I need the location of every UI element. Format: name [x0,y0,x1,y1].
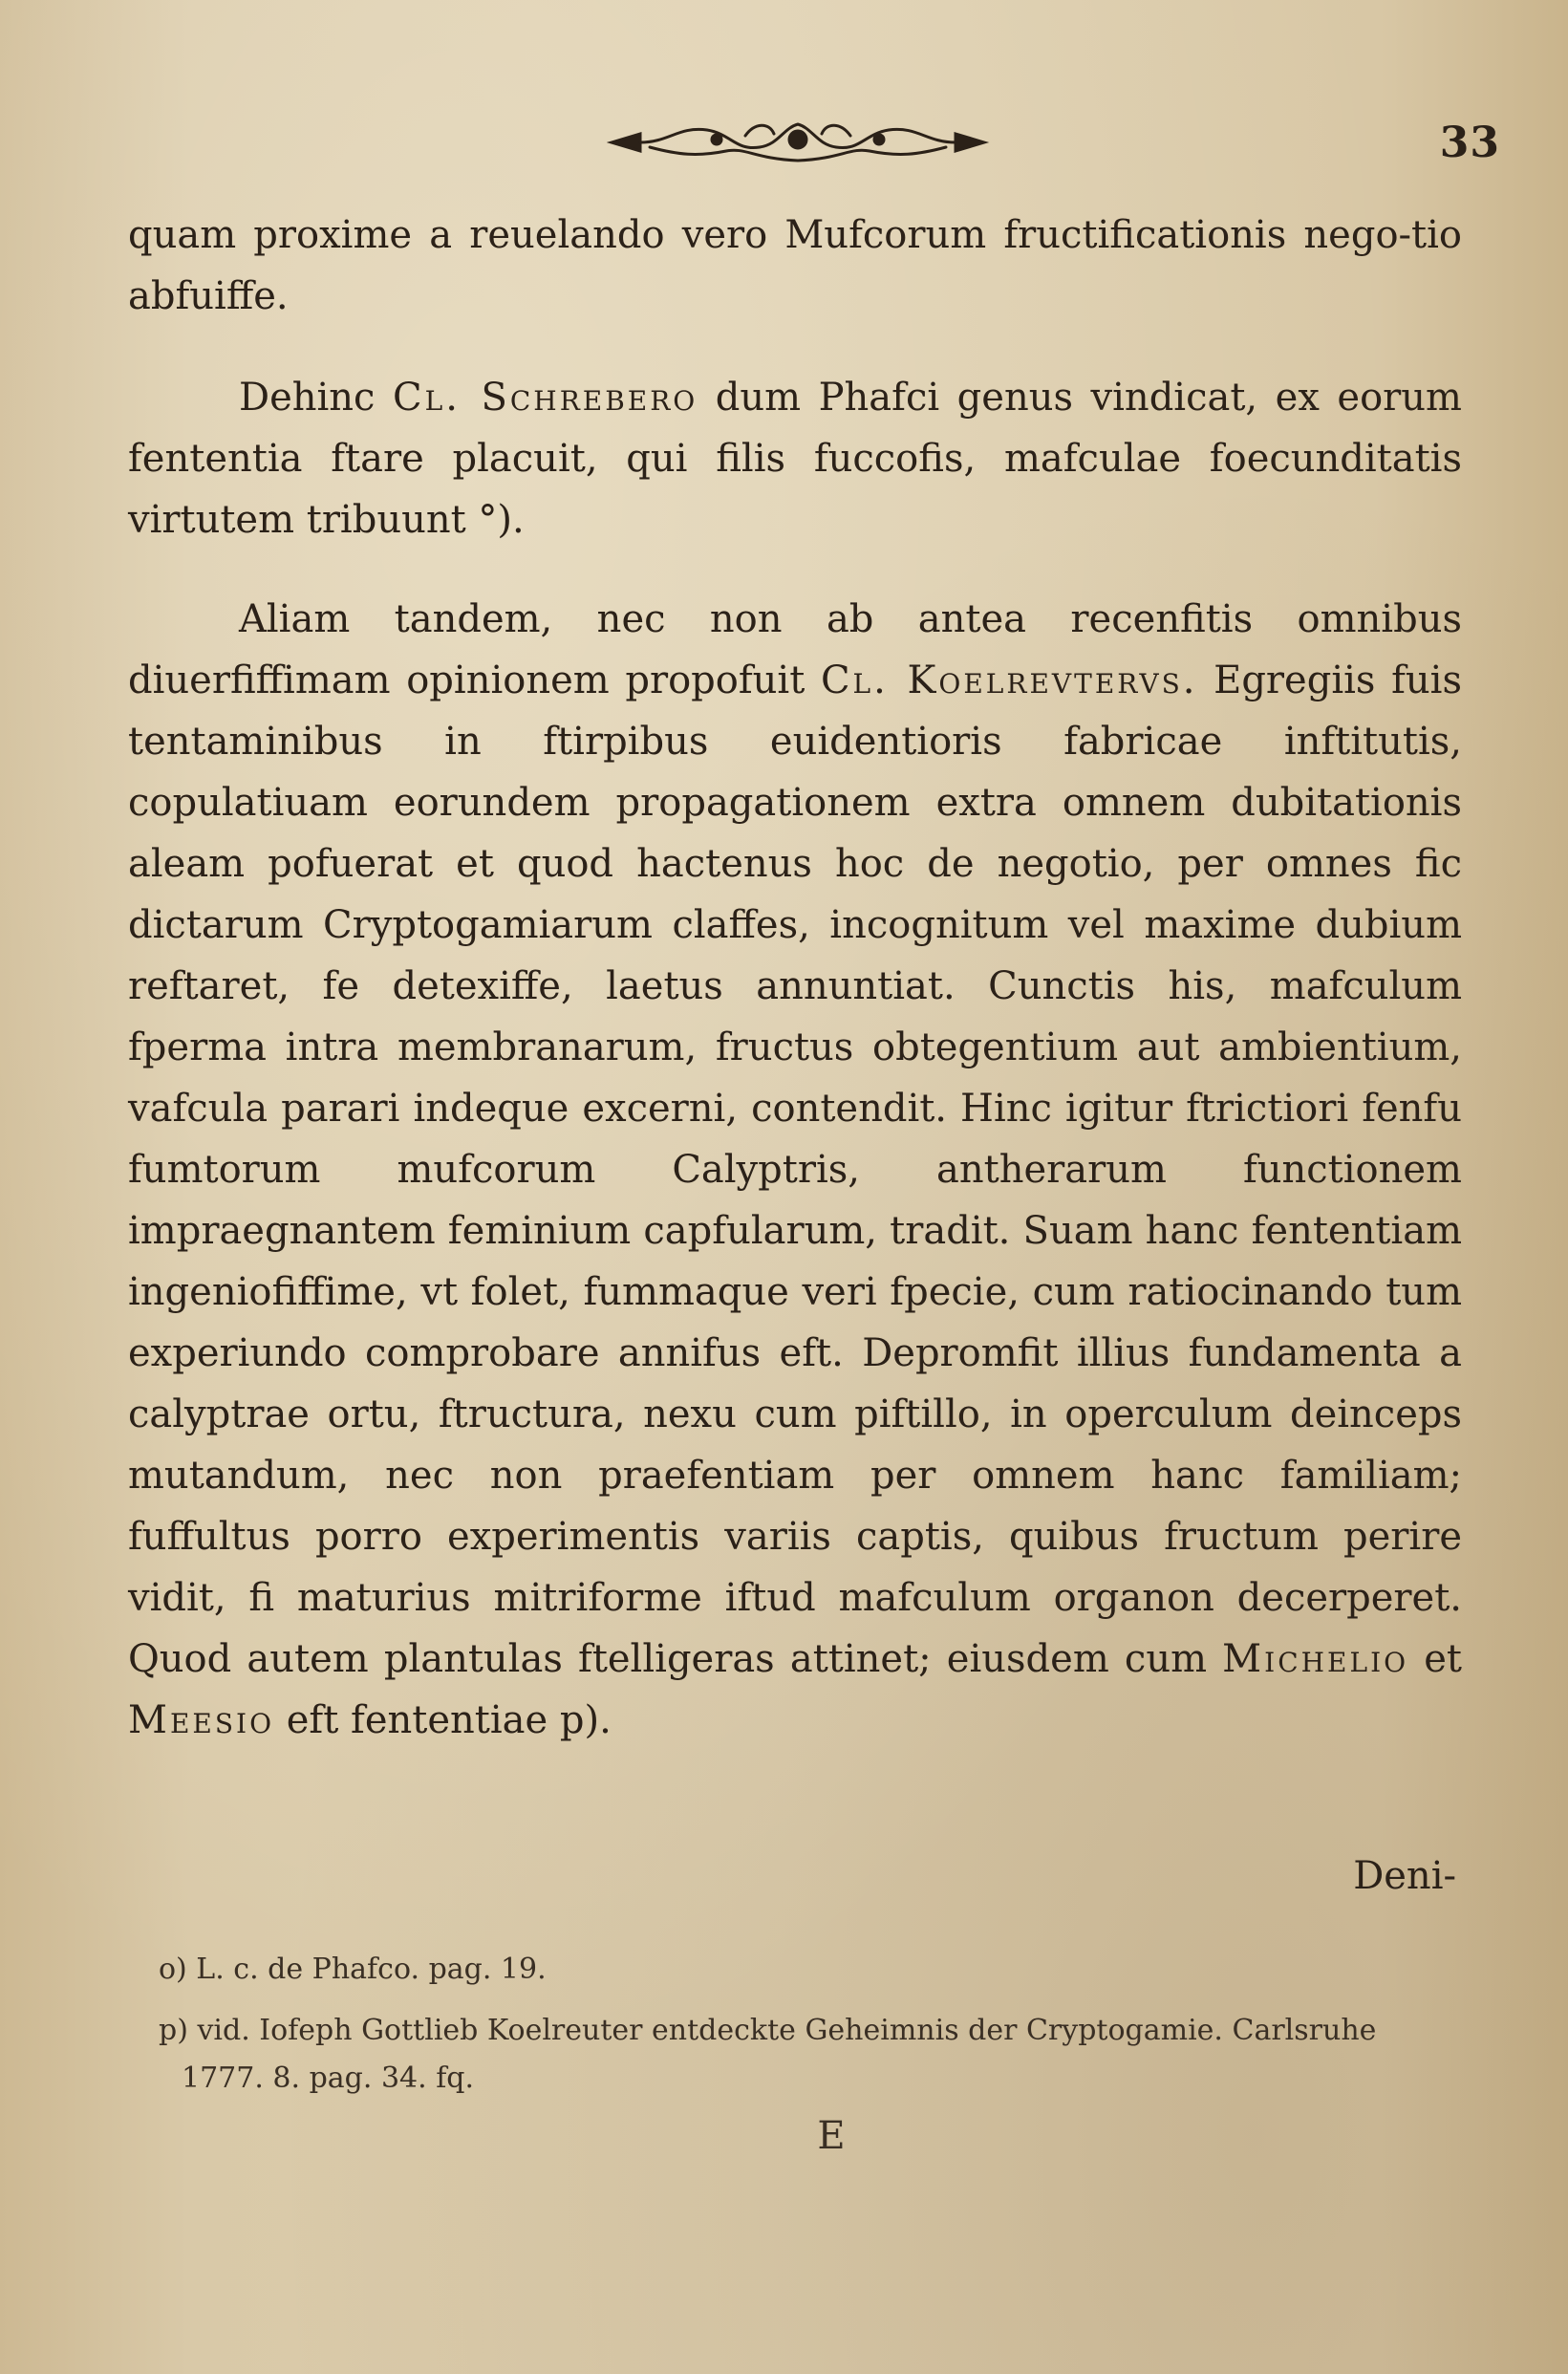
person-name: Meesio [128,1698,275,1742]
person-name: Cl. Koelrevtervs. [820,658,1198,702]
paragraph-3 [128,589,1462,1751]
footnote-o: o) L. c. de Phafco. pag. 19. [159,1953,547,1986]
person-name: Michelio [1222,1637,1409,1681]
footnote-p: p) vid. Iofeph Gottlieb Koelreuter entdeckte Geheimnis der Cryptogamie. Carlsruhe 1777. 8. pag. 34. fq. [159,2014,1377,2095]
paragraph-2 [128,367,1462,550]
text-run: et [1408,1637,1462,1681]
paragraph-1 [128,205,1462,327]
printer-ornament-icon [602,113,994,172]
text-run: eft fententiae p). [274,1698,612,1742]
text-run: Dehinc [239,376,393,420]
catchword: Deni- [1353,1854,1456,1898]
body-text [128,205,1462,1789]
signature-mark: E [817,2114,846,2158]
page-number: 33 [1439,119,1500,167]
text-run: dum Phafci genus vindicat, ex eorum fententia ftare placuit, qui filis fuccofis, mafculae foecunditatis virtutem tribuunt °). [128,376,1462,542]
text-run: quam proxime a reuelando vero Mufcorum fructificationis nego-tio abfuiffe. [128,213,1462,318]
text-run: Aliam tandem, nec non ab antea recenfitis omnibus diuerfiffimam opinionem propofuit [128,597,1462,702]
person-name: Cl. Schrebero [393,376,698,420]
footnotes [159,1946,1458,2116]
text-run: Egregiis fuis tentaminibus in ftirpibus euidentioris fabricae inftitutis, copulatiuam eorundem propagationem extra omnem dubitationis aleam pofuerat et quod hactenus hoc de negotio, per omnes fic dictarum Cryptogamiarum claffes, incognitum vel maxime dubium reftaret, fe detexiffe, laetus annuntiat. Cunctis his, mafculum fperma intra membranarum, fructus obtegentium aut ambientium, vafcula parari indeque excerni, contendit. Hinc igitur ftrictiori fenfu fumtorum mufcorum Calyptris, antherarum functionem impraegnantem feminium capfularum, tradit. Suam hanc fententiam ingeniofiffime, vt folet, fummaque veri fpecie, cum ratiocinando tum experiundo comprobare annifus eft. Depromfit illius fundamenta a calyptrae ortu, ftructura, nexu cum piftillo, in operculum deinceps mutandum, nec non praefentiam per omnem hanc familiam; fuffultus porro experimentis variis captis, quibus fructum perire vidit, fi maturius mitriforme iftud mafculum organon decerperet. Quod autem plantulas ftelligeras attinet; eiusdem cum [128,658,1462,1681]
